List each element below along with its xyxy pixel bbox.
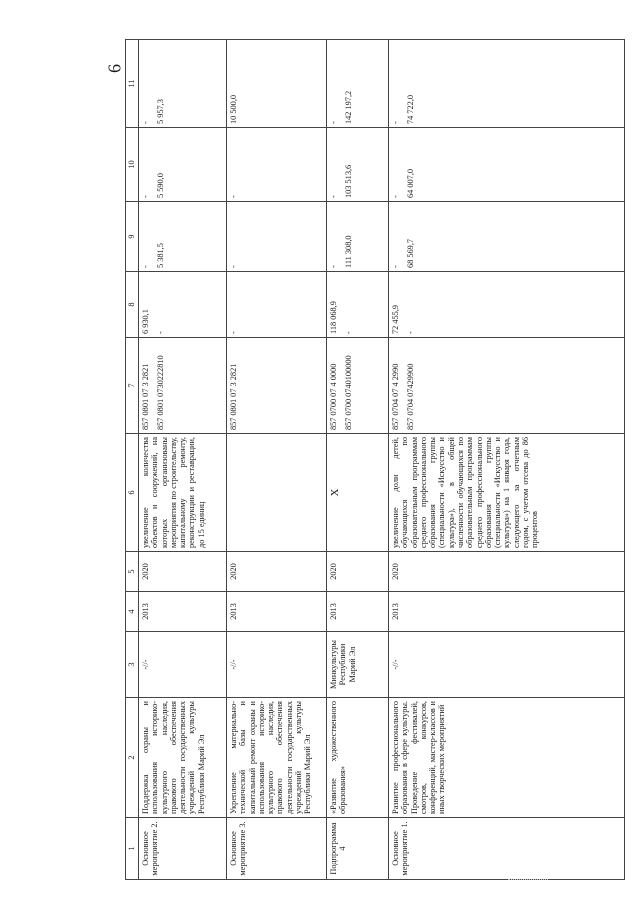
amount-cell [227, 202, 327, 272]
amount-cell [389, 272, 625, 338]
amount-value: 118 068,9 [329, 301, 338, 334]
activity-description: Развитие профессионального образования в сфере культуры. Проведение фестивалей, смотров, конкурсов, конференций, мастер-классов и иных творческих мероприятий [389, 698, 625, 818]
budget-code: 857 0700 0740100000 [344, 355, 354, 430]
end-year: 2020 [327, 552, 389, 592]
amount-value: 5 381,5 [156, 243, 166, 268]
budget-code: 857 0700 07 4 0000 [329, 363, 338, 430]
amount-cell [389, 128, 625, 202]
amount-cell [389, 202, 625, 272]
budget-code: 857 0801 0730222810 [156, 355, 166, 430]
subprogram-description: «Развитие художественного образования» [327, 698, 389, 818]
header-cell: 10 [126, 128, 139, 202]
amount-value: 74 722,0 [406, 94, 416, 124]
table-row [327, 40, 389, 880]
expected-result: X [327, 434, 389, 552]
amount-cell [139, 272, 227, 338]
header-row [126, 40, 139, 880]
header-cell: 7 [126, 338, 139, 434]
header-cell: 4 [126, 592, 139, 632]
program-table [125, 39, 625, 880]
amount-value: - [229, 195, 238, 198]
activity-name: Основное мероприятие 1. [389, 818, 625, 880]
header-cell: 8 [126, 272, 139, 338]
amount-value: 64 007,0 [406, 168, 416, 198]
scan-artifact [508, 876, 548, 880]
end-year: 2020 [389, 552, 625, 592]
header-cell: 9 [126, 202, 139, 272]
amount-value: 111 308,0 [344, 235, 354, 268]
amount-value: - [229, 331, 238, 334]
budget-code: 857 0704 07 4 2990 [391, 363, 400, 430]
amount-cell [139, 40, 227, 128]
table-row [139, 40, 227, 880]
amount-value: - [141, 121, 150, 124]
header-cell: 2 [126, 698, 139, 818]
amount-value: 72 455,9 [391, 304, 400, 334]
amount-value: - [141, 265, 150, 268]
budget-code: 857 0704 07429900 [406, 363, 416, 430]
amount-cell [327, 40, 389, 128]
amount-value: 10 500,0 [229, 94, 238, 124]
activity-name: Основное мероприятие 2. [139, 818, 227, 880]
activity-description: Поддержка охраны и использования историко-культурного наследия, правового обеспечения деятельности государственных учреждений культуры Республики Марий Эл [139, 698, 227, 818]
amount-cell [227, 40, 327, 128]
amount-cell [389, 40, 625, 128]
table-row [389, 40, 625, 880]
amount-value: - [229, 265, 238, 268]
expected-result: увеличение количества объектов и сооружений, на которых организованы мероприятия по строительству, капитальному ремонту, реконструкции и реставрации, до 15 единиц [139, 434, 227, 552]
amount-value: - [406, 331, 416, 334]
end-year: 2020 [227, 552, 327, 592]
responsible-executor: -//- [139, 632, 227, 698]
amount-cell [327, 202, 389, 272]
activity-name: Основное мероприятие 3. [227, 818, 327, 880]
page-number: 6 [104, 64, 125, 73]
amount-cell [139, 128, 227, 202]
amount-value: 6 930,1 [141, 309, 150, 334]
amount-value: 103 513,6 [344, 164, 354, 198]
amount-value: 142 197,2 [344, 90, 354, 124]
budget-code: 857 0801 07 3 2821 [229, 363, 238, 430]
header-cell: 6 [126, 434, 139, 552]
header-cell: 3 [126, 632, 139, 698]
rotated-page-content [125, 40, 625, 880]
start-year: 2013 [139, 592, 227, 632]
amount-value: 5 590,0 [156, 173, 166, 198]
end-year: 2020 [139, 552, 227, 592]
table-row [227, 40, 327, 880]
amount-cell [327, 272, 389, 338]
budget-code-cell [327, 338, 389, 434]
budget-code-cell [389, 338, 625, 434]
header-cell: 1 [126, 818, 139, 880]
subprogram-name: Подпрограмма 4 [327, 818, 389, 880]
amount-cell [227, 128, 327, 202]
amount-value: - [156, 331, 166, 334]
budget-code-cell [139, 338, 227, 434]
amount-value: - [391, 195, 400, 198]
start-year: 2013 [327, 592, 389, 632]
budget-code: 857 0801 07 3 2821 [141, 363, 150, 430]
amount-value: - [391, 265, 400, 268]
responsible-executor: -//- [227, 632, 327, 698]
amount-value: - [391, 121, 400, 124]
budget-code-cell [227, 338, 327, 434]
amount-value: - [141, 195, 150, 198]
start-year: 2013 [389, 592, 625, 632]
expected-result: увеличение доли детей, обучающихся по образовательным программам среднего профессионального образования группы (специальности «Искусство и культура»), в общей численности обучающихся по образовательным программам среднего профессионального образования группы (специальности «Искусство и культура») на 1 января года, следующего за отчетным годом, с учетом отсева до 86 процентов [389, 434, 625, 552]
amount-value: 68 569,7 [406, 238, 416, 268]
amount-value: - [329, 265, 338, 268]
amount-value: 5 957,3 [156, 99, 166, 124]
amount-cell [139, 202, 227, 272]
activity-description: Укрепление материально-технической базы и капитальный ремонт охраны и использования историко-культурного наследия, правового обеспечения деятельности государственных учреждений культуры Республики Марий Эл [227, 698, 327, 818]
amount-value: - [344, 331, 354, 334]
amount-cell [227, 272, 327, 338]
expected-result [227, 434, 327, 552]
header-cell: 5 [126, 552, 139, 592]
responsible-executor: -//- [389, 632, 625, 698]
amount-cell [327, 128, 389, 202]
header-cell: 11 [126, 40, 139, 128]
amount-value: - [329, 195, 338, 198]
amount-value: - [329, 121, 338, 124]
responsible-executor: Минкультуры Республики Марий Эл [327, 632, 389, 698]
start-year: 2013 [227, 592, 327, 632]
